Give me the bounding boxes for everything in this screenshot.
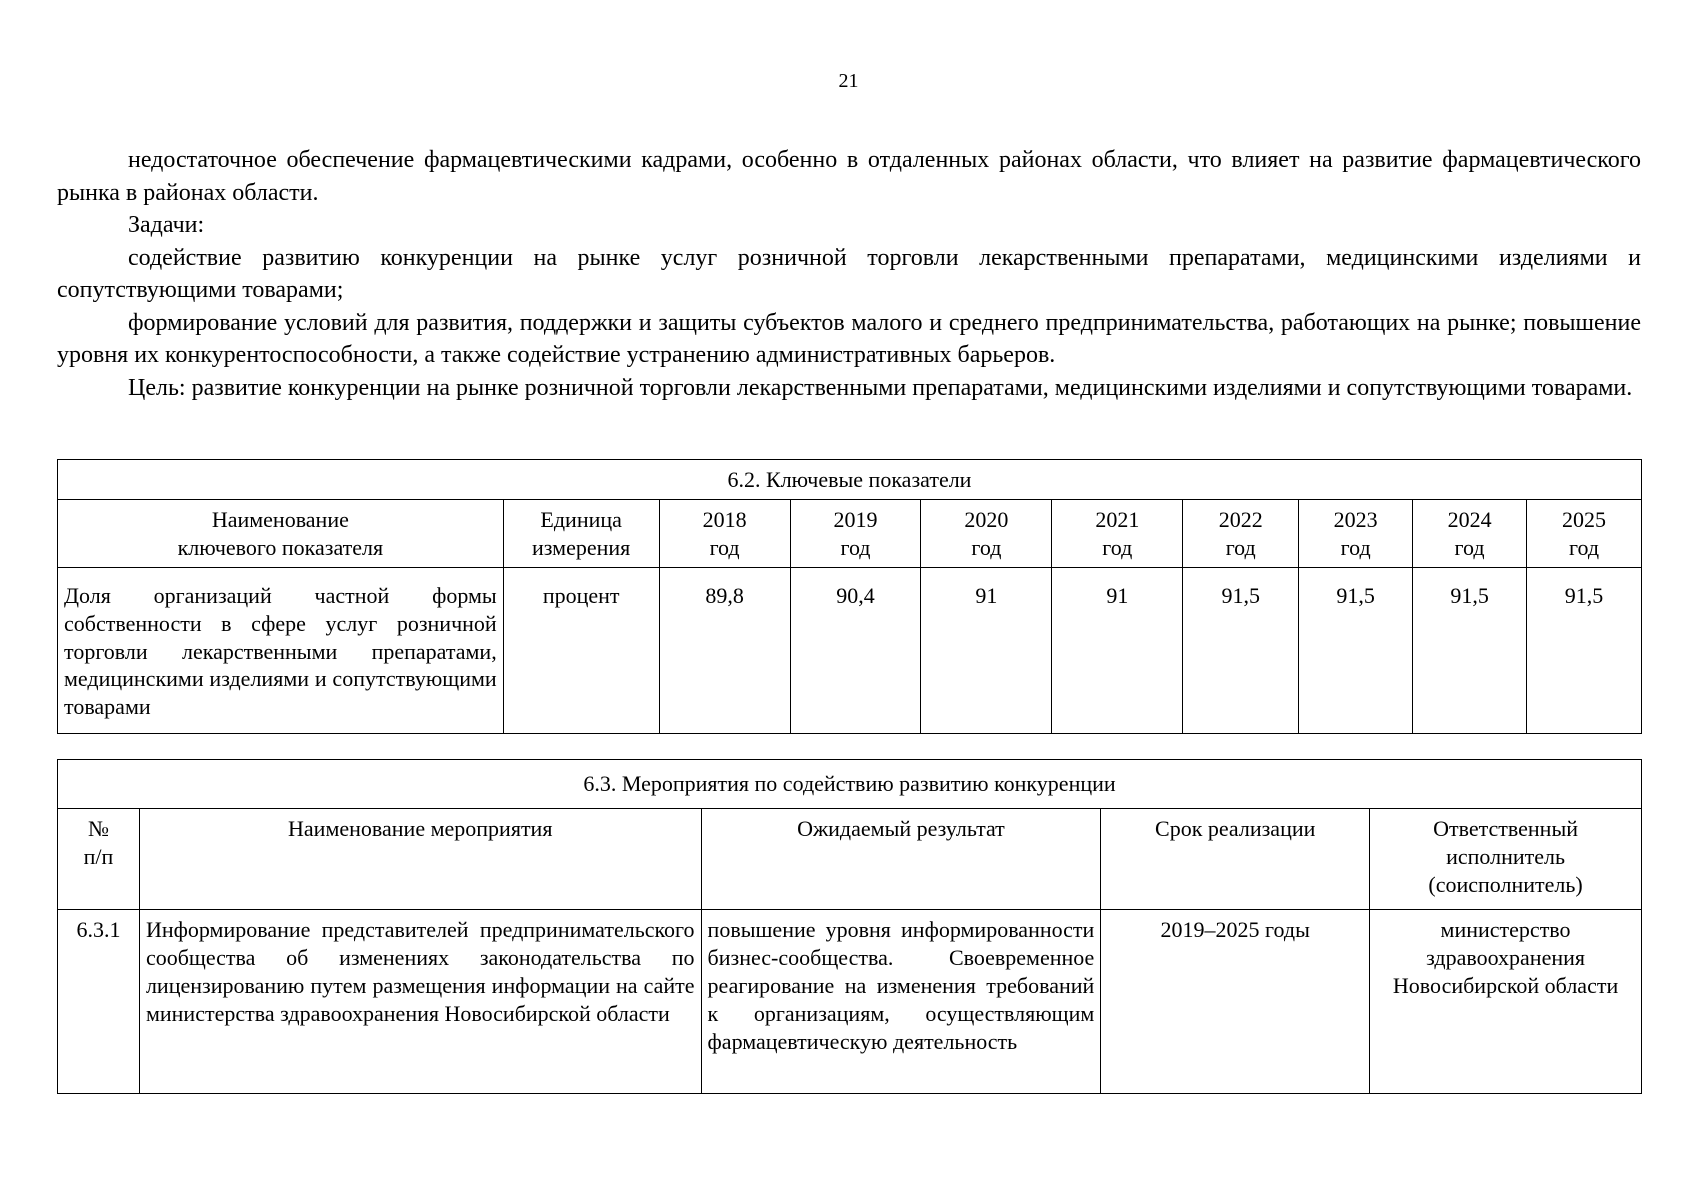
header-year-2022: 2022 год bbox=[1183, 500, 1299, 568]
header-year-2023: 2023 год bbox=[1299, 500, 1413, 568]
header-year-2025: 2025 год bbox=[1527, 500, 1642, 568]
competition-measures-table bbox=[57, 759, 1642, 1094]
value-2025-cell: 91,5 bbox=[1527, 568, 1642, 734]
table-row bbox=[58, 568, 1642, 734]
header-executor: Ответственный исполнитель (соисполнитель) bbox=[1370, 809, 1642, 910]
body-text bbox=[57, 144, 1641, 404]
number-cell: 6.3.1 bbox=[58, 910, 140, 1094]
header-year-2024: 2024 год bbox=[1413, 500, 1527, 568]
header-period: Срок реализации bbox=[1101, 809, 1370, 910]
header-year-2018: 2018 год bbox=[659, 500, 790, 568]
value-2021-cell: 91 bbox=[1052, 568, 1183, 734]
header-expected-result: Ожидаемый результат bbox=[701, 809, 1101, 910]
table-row bbox=[58, 910, 1642, 1094]
paragraph-pharmacy-staff: недостаточное обеспечение фармацевтическими кадрами, особенно в отдаленных районах области, что влияет на развитие фармацевтического рынка в районах области. bbox=[57, 147, 1641, 206]
value-2019-cell: 90,4 bbox=[790, 568, 921, 734]
measure-name-cell: Информирование представителей предпринимательского сообщества об изменениях законодательства по лицензированию путем размещения информации на сайте министерства здравоохранения Новосибирской области bbox=[139, 910, 701, 1094]
key-indicators-table bbox=[57, 459, 1642, 734]
value-2020-cell: 91 bbox=[921, 568, 1052, 734]
header-unit: Единица измерения bbox=[503, 500, 659, 568]
header-number: № п/п bbox=[58, 809, 140, 910]
page-number: 21 bbox=[838, 70, 859, 92]
period-cell: 2019–2025 годы bbox=[1101, 910, 1370, 1094]
unit-cell: процент bbox=[503, 568, 659, 734]
header-indicator-name: Наименование ключевого показателя bbox=[58, 500, 504, 568]
indicator-name-cell: Доля организаций частной формы собственности в сфере услуг розничной торговли лекарственными препаратами, медицинскими изделиями и сопутствующими товарами bbox=[58, 568, 504, 734]
header-year-2020: 2020 год bbox=[921, 500, 1052, 568]
paragraph-tasks-heading: Задачи: bbox=[128, 212, 205, 238]
table-caption: 6.3. Мероприятия по содействию развитию конкуренции bbox=[58, 760, 1642, 809]
paragraph-goal: Цель: развитие конкуренции на рынке розничной торговли лекарственными препаратами, медицинскими изделиями и сопутствующими товарами. bbox=[128, 374, 1633, 401]
value-2023-cell: 91,5 bbox=[1299, 568, 1413, 734]
paragraph-task-competition: содействие развитию конкуренции на рынке услуг розничной торговли лекарственными препаратами, медицинскими изделиями и сопутствующими товарами; bbox=[57, 244, 1641, 303]
header-year-2019: 2019 год bbox=[790, 500, 921, 568]
table-header-row bbox=[58, 500, 1642, 568]
table-caption: 6.2. Ключевые показатели bbox=[58, 460, 1642, 500]
value-2024-cell: 91,5 bbox=[1413, 568, 1527, 734]
executor-cell: министерство здравоохранения Новосибирской области bbox=[1370, 910, 1642, 1094]
paragraph-task-conditions: формирование условий для развития, поддержки и защиты субъектов малого и среднего предпринимательства, работающих на рынке; повышение уровня их конкурентоспособности, а также содействие устранению административных барьеров. bbox=[57, 309, 1641, 368]
value-2018-cell: 89,8 bbox=[659, 568, 790, 734]
header-measure-name: Наименование мероприятия bbox=[139, 809, 701, 910]
table-header-row bbox=[58, 809, 1642, 910]
header-year-2021: 2021 год bbox=[1052, 500, 1183, 568]
expected-result-cell: повышение уровня информированности бизнес-сообщества. Своевременное реагирование на изменения требований к организациям, осуществляющим фармацевтическую деятельность bbox=[701, 910, 1101, 1094]
value-2022-cell: 91,5 bbox=[1183, 568, 1299, 734]
